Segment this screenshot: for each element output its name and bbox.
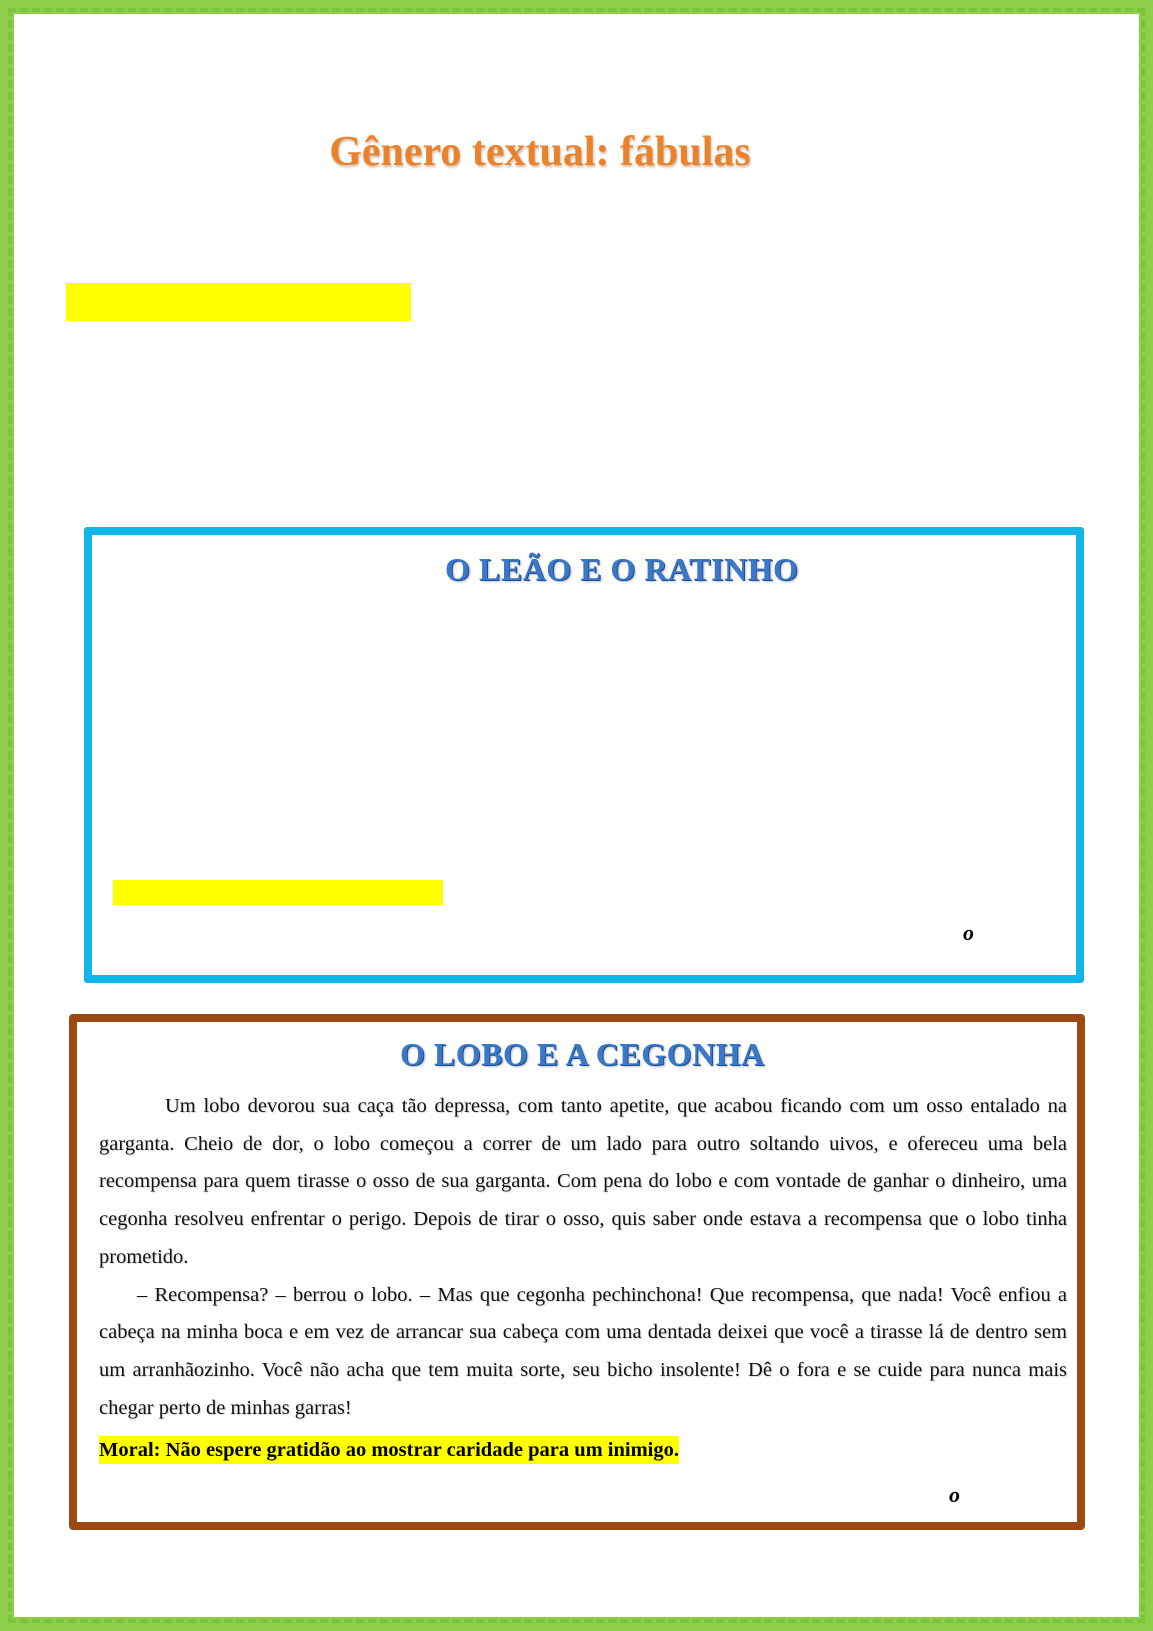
fable-title: O LOBO E A CEGONHA bbox=[400, 1036, 765, 1072]
author-mark: o bbox=[963, 920, 974, 945]
story-paragraph: Um lobo devorou sua caça tão depressa, com tanto apetite, que acabou ficando com um osso entalado na garganta. Cheio de dor, o lobo começou a correr de um lado para outro soltando uivos, e ofereceu uma bela recompensa para quem tirasse o osso de sua garganta. Com pena do lobo e com vontade de ganhar o dinheiro, uma cegonha resolveu enfrentar o perigo. Depois de tirar o osso, quis saber onde estava a recompensa que o lobo tinha prometido. bbox=[99, 1095, 1067, 1268]
story-text bbox=[99, 1088, 1067, 1427]
story-paragraph: – Recompensa? – berrou o lobo. – Mas que cegonha pechinchona! Que recompensa, que nada! Você enfiou a cabeça na minha boca e em vez de arrancar sua cabeça com uma dentada deixei que você a tirasse lá de dentro sem um arranhãozinho. Você não acha que tem muita sorte, seu bicho insolente! Dê o fora e se cuide para nunca mais chegar perto de minhas garras! bbox=[99, 1283, 1067, 1419]
author-mark: o bbox=[949, 1482, 960, 1507]
page-title: Gênero textual: fábulas bbox=[329, 129, 751, 175]
fable-box-leao-ratinho bbox=[84, 527, 1084, 983]
moral-text: Moral: Não espere gratidão ao mostrar caridade para um inimigo. bbox=[99, 1436, 679, 1464]
fable-title: O LEÃO E O RATINHO bbox=[445, 551, 799, 587]
highlight-bar bbox=[66, 283, 411, 321]
highlight-bar bbox=[113, 880, 443, 905]
fable-box-lobo-cegonha bbox=[69, 1014, 1085, 1530]
